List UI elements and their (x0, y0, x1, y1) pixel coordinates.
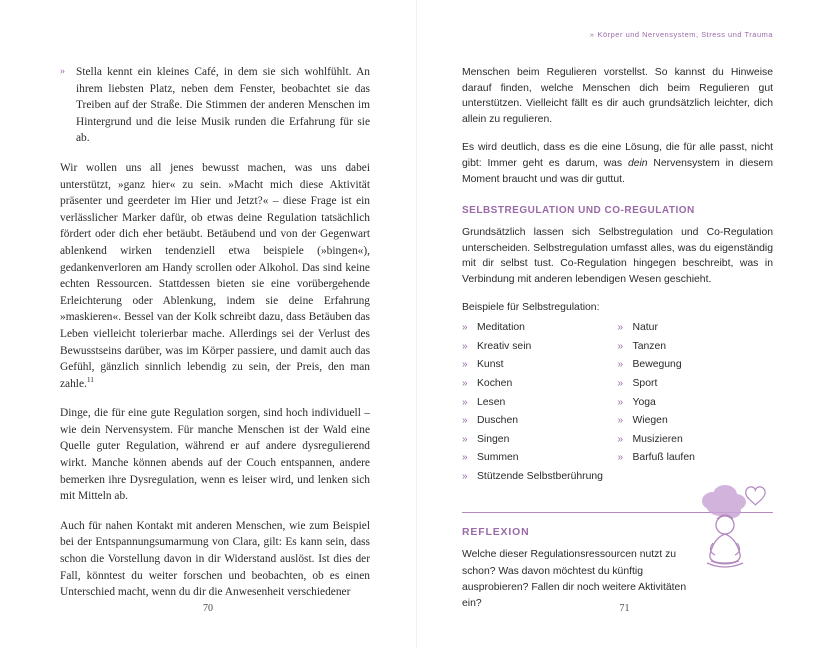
list-item (462, 319, 618, 338)
reflexion-text: Welche dieser Regulationsressourcen nutzt zu schon? Was davon möchtest du künftig ausprobieren? Fallen dir noch weitere Aktivitäten ein? (462, 549, 687, 610)
list-item (618, 449, 774, 468)
bullet-marker-icon: » (462, 415, 468, 427)
list-item (462, 449, 618, 468)
footnote-marker: 11 (86, 374, 94, 384)
paragraph: Menschen beim Regulieren vorstellst. So kannst du Hinweise darauf finden, welche Menschen dich beim Regulieren gut unterstützen. Vielleicht fällt es dir auch grundsätzlich leichter, dich allein zu regulieren. (462, 67, 773, 125)
paragraph: Auch für nahen Kontakt mit anderen Menschen, wie zum Beispiel bei der Entspannungsumarmung von Clara, gilt: Es kann sein, dass schon die Vorstellung davon in dir Widerstand auslöst. Ist dies der Fall, könntest du weiter forschen und beobachten, ob es einen Unterschied macht, wenn du dir die Anwesenheit verschiedener (60, 519, 370, 599)
paragraph-text-after: Nervensystem in diesem Moment braucht und was dir guttut. (462, 157, 773, 185)
paragraph (60, 160, 370, 392)
left-bullet-list (60, 64, 370, 147)
list-item (60, 64, 370, 147)
bullet-marker-icon: » (462, 433, 468, 445)
list-item (618, 394, 774, 413)
list-item-label: Bewegung (632, 359, 682, 371)
running-head-text: Körper und Nervensystem, Stress und Trauma (597, 30, 773, 39)
examples-two-columns (462, 319, 773, 468)
list-item (462, 356, 618, 375)
paragraph: Dinge, die für eine gute Regulation sorgen, sind hoch individuell – wie dein Nervensystem. Für manche Menschen ist der Wald eine Quelle guter Regulation, während er auf andere dysregulierend wirkt. Manche können abends auf der Couch entspannen, andere bemerken ihre Dysregulation, wenn es leiser wird, und lenken sich mit Mitteln ab. (60, 407, 370, 503)
list-item-label: Kunst (477, 359, 504, 371)
list-item (618, 375, 774, 394)
bullet-marker-icon: » (60, 66, 65, 77)
bullet-marker-icon: » (617, 396, 624, 408)
bullet-marker-icon: » (617, 322, 624, 334)
running-head-marker-icon: » (589, 30, 595, 39)
reflexion-block (462, 527, 773, 612)
bullet-marker-icon: » (617, 340, 624, 352)
bullet-marker-icon: » (617, 415, 624, 427)
list-item-label: Yoga (632, 396, 656, 408)
emphasis-text: dein (627, 157, 648, 169)
list-item-label: Stützende Selbstberührung (477, 470, 603, 482)
list-item-label: Lesen (477, 396, 506, 408)
page-number: 70 (203, 603, 213, 614)
list-item (462, 431, 618, 450)
section-heading: SELBSTREGULATION UND CO-REGULATION (462, 205, 695, 217)
list-item-label: Summen (477, 452, 519, 464)
bullet-marker-icon: » (617, 359, 624, 371)
left-page (0, 0, 416, 648)
reflexion-heading: REFLEXION (462, 527, 530, 539)
list-item (462, 468, 773, 487)
list-item (462, 338, 618, 357)
list-item (462, 394, 618, 413)
list-item-label: Wiegen (632, 415, 668, 427)
list-item-label: Kreativ sein (477, 340, 532, 352)
list-item (618, 356, 774, 375)
list-item-label: Sport (632, 377, 658, 389)
examples-wide-list (462, 468, 773, 487)
section-divider (462, 512, 773, 513)
bullet-marker-icon: » (462, 470, 468, 482)
paragraph: Beispiele für Selbstregulation: (462, 301, 600, 313)
right-page (416, 0, 833, 648)
bullet-marker-icon: » (462, 322, 468, 334)
list-item (462, 412, 618, 431)
list-item (618, 338, 774, 357)
paragraph-emphasis (462, 140, 773, 187)
list-item (462, 375, 618, 394)
list-item (618, 319, 774, 338)
list-item-label: Tanzen (632, 340, 667, 352)
bullet-marker-icon: » (462, 340, 468, 352)
list-item-label: Singen (477, 433, 510, 445)
running-head (462, 30, 773, 39)
bullet-marker-icon: » (617, 377, 624, 389)
paragraph: Grundsätzlich lassen sich Selbstregulation und Co-Regulation unterscheiden. Selbstregulation umfasst alles, was du eigenständig mit dir selbst tust. Co-Regulation hingegen beschreibt, was in Verbindung mit anderen lebendigen Wesen geschieht. (462, 227, 773, 285)
examples-column-1 (462, 319, 618, 468)
list-item-label: Duschen (477, 415, 519, 427)
list-item-label: Kochen (477, 377, 513, 389)
paragraph-text-before: Es wird deutlich, dass es die eine Lösung, die für alle passt, nicht gibt: Immer geht es darum, was (462, 142, 773, 169)
list-item-label: Meditation (477, 322, 525, 334)
page-number: 71 (619, 603, 630, 614)
bullet-marker-icon: » (462, 396, 468, 408)
bullet-marker-icon: » (462, 359, 468, 371)
list-item (618, 431, 774, 450)
list-item-label: Barfuß laufen (632, 452, 695, 464)
list-item (618, 412, 774, 431)
examples-column-2 (618, 319, 774, 468)
bullet-marker-icon: » (617, 452, 624, 464)
paragraph-text: Wir wollen uns all jenes bewusst machen, was uns dabei unterstützt, »ganz hier« zu sein. »Macht mich diese Aktivität präsenter und geerdeter im Hier und Jetzt?« – diese Frage ist ein verlässlicher Marker dafür, ob etwas deine Regulation tatsächlich fördert oder dich eher betäubt. Betäubend und von der Gegenwart ablenkend wirken tendenziell etwa beispiele (»bingen«), gedankenverloren am Handy scrollen oder Alkohol. Das sind keine echten Ressourcen. Stattdessen bieten sie eine vorübergehende Erleichterung oder Ablenkung, indem sie deine Erfahrung »maskieren«. Bessel van der Kolk schreibt dazu, dass Betäuben das Leben vielleicht tolerierbar mache. Allerdings sei der Verlust des Bewusstseins darüber, was im Körper passiere, und damit auch das Gefühl, gänzlich sinnlich lebendig zu sein, der Preis, den man zahle. (60, 161, 370, 390)
bullet-marker-icon: » (462, 377, 468, 389)
bullet-marker-icon: » (462, 452, 468, 464)
bullet-marker-icon: » (617, 433, 624, 445)
list-item-text: Stella kennt ein kleines Café, in dem sie sich wohlfühlt. An ihrem liebsten Platz, neben dem Fenster, beobachtet sie das Treiben auf der Straße. Die Stimmen der anderen Menschen im Hintergrund und die leise Musik runden die Erfahrung für sie ab. (76, 66, 370, 145)
list-item-label: Musizieren (632, 433, 683, 445)
list-item-label: Natur (632, 322, 658, 334)
